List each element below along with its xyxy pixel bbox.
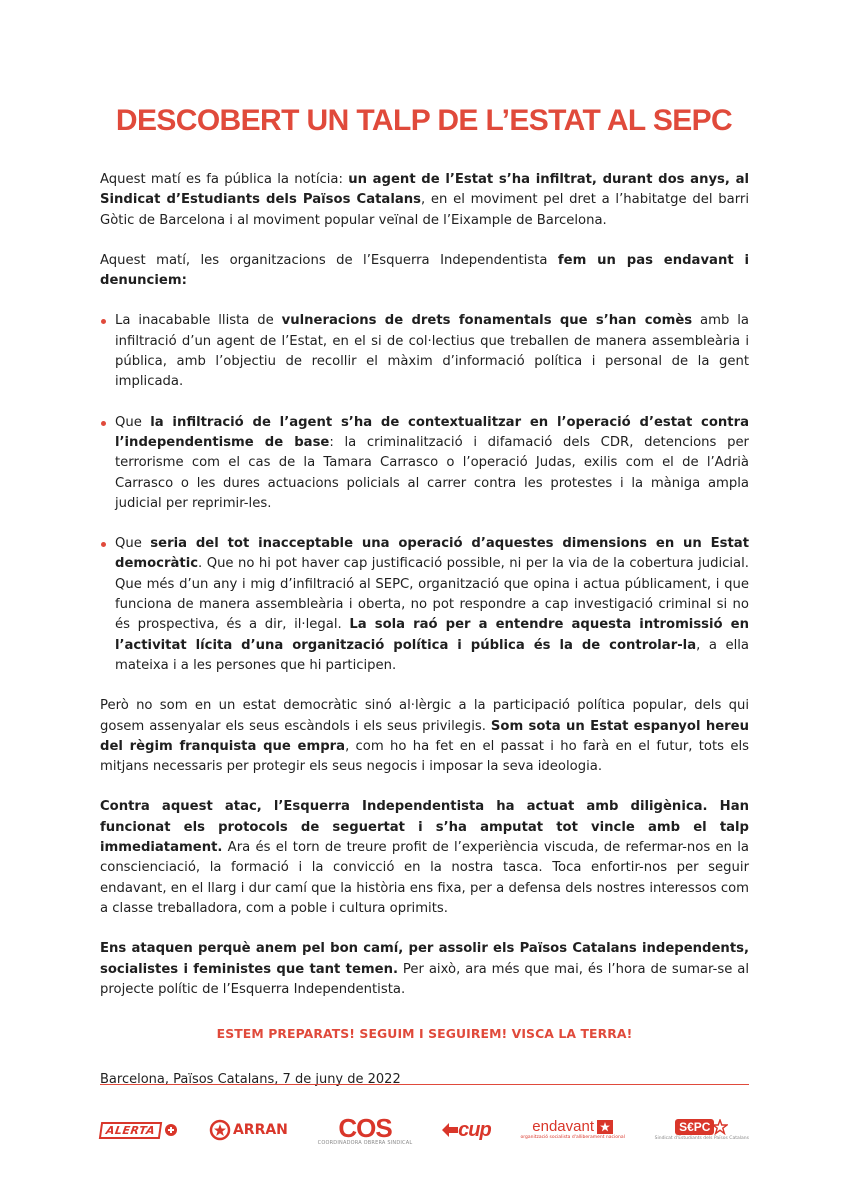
page-title: DESCOBERT UN TALP DE L’ESTAT AL SEPC — [115, 104, 733, 137]
cup-logo: cup — [442, 1119, 491, 1142]
paragraph-call: Ens ataquen perquè anem pel bon camí, per assolir els Països Catalans independents, socialistes i feministes que tant temen. Per això, ara més que mai, és l’hora de sumar-se al projecte polític de l’Esquerra Independentista. — [100, 941, 749, 997]
cos-logo: COS COORDINADORA OBRERA SINDICAL — [317, 1112, 413, 1146]
paragraph-announcement: Aquest matí, les organitzacions de l’Esquerra Independentista fem un pas endavant i denunciem: — [100, 252, 749, 289]
endavant-logo: endavant organització socialista d'alliberament nacional — [520, 1118, 625, 1141]
footer-divider — [100, 1084, 749, 1085]
endavant-star-icon — [597, 1120, 613, 1134]
bullet-item: Que seria del tot inacceptable una operació d’aquestes dimensions en un Estat democràtic. Que no hi pot haver cap justificació possible, ni per la via de la cobertura judicial. Que més d’un any i mig d’infiltració al SEPC, organització que opina i actua públicament, i que funciona de manera assembleària i oberta, no pot respondre a cap investigació criminal si no és prospectiva, és a dir, il·legal. La sola raó per a entendre aquesta intromissió en l’activitat lícita d’una organització política i pública és la de controlar-la, a ella mateixa i a les persones que hi participen. — [100, 534, 749, 676]
arran-star-icon — [209, 1119, 231, 1141]
statement-body — [100, 170, 749, 1091]
date-line: Barcelona, Països Catalans, 7 de juny de 2022 — [100, 1072, 401, 1088]
bullet-item: Que la infiltració de l’agent s’ha de contextualitzar en l’operació d’estat contra l’independentisme de base: la criminalització i difamació dels CDR, detencions per terrorisme com el cas de la Tamara Carrasco o l’operació Judas, exilis com el de l’Adrià Carrasco o les dures actuacions policials al carrer contra les protestes i la màniga ampla judicial per reprimir-les. — [100, 413, 749, 514]
arran-logo: ARRAN — [209, 1119, 288, 1141]
alerta-logo: ALERTA — [100, 1122, 179, 1139]
bullet-item: La inacabable llista de vulneracions de drets fonamentals que s’han comès amb la infiltració d’un agent de l’Estat, en el si de col·lectius que treballen de manera assembleària i pública, amb l’objectiu de recollir el màxim d’informació política i personal de la gent implicada. — [100, 311, 749, 392]
closing-slogan: ESTEM PREPARATS! SEGUIM I SEGUIREM! VISCA LA TERRA! — [216, 1026, 633, 1042]
alerta-symbol-icon — [163, 1122, 179, 1138]
organization-logos — [100, 1108, 749, 1152]
cup-arrow-icon — [442, 1123, 458, 1137]
paragraph-response: Contra aquest atac, l’Esquerra Independentista ha actuat amb diligènica. Han funcionat els protocols de seguertat i s’ha amputat tot vincle amb el talp immediatament. Ara és el torn de treure profit de l’experiència viscuda, de refermar-nos en la conscienciació, la formació i la convicció en la nostra tasca. Toca enfortir-nos per seguir endavant, en el llarg i dur camí que la història ens fixa, per a defensa dels nostres interessos com a classe treballadora, com a poble i cultura oprimits. — [100, 799, 749, 916]
sepc-star-icon — [712, 1119, 728, 1135]
paragraph-intro: Aquest matí es fa pública la notícia: un agent de l’Estat s’ha infiltrat, durant dos anys, al Sindicat d’Estudiants dels Països Catalans, en el moviment pel dret a l’habitatge del barri Gòtic de Barcelona i al moviment popular veïnal de l’Eixample de Barcelona. — [100, 172, 750, 228]
sepc-logo: S€PC Sindicat d'Estudiants dels Països Catalans — [654, 1119, 749, 1141]
paragraph-state: Però no som en un estat democràtic sinó al·lèrgic a la participació política popular, dels qui gosem assenyalar els seus escàndols i els seus privilegis. Som sota un Estat espanyol hereu del règim franquista que empra, com ho ha fet en el passat i ho farà en el futur, tots els mitjans necessaris per protegir els seus negocis i imposar la seva ideologia. — [100, 698, 749, 775]
